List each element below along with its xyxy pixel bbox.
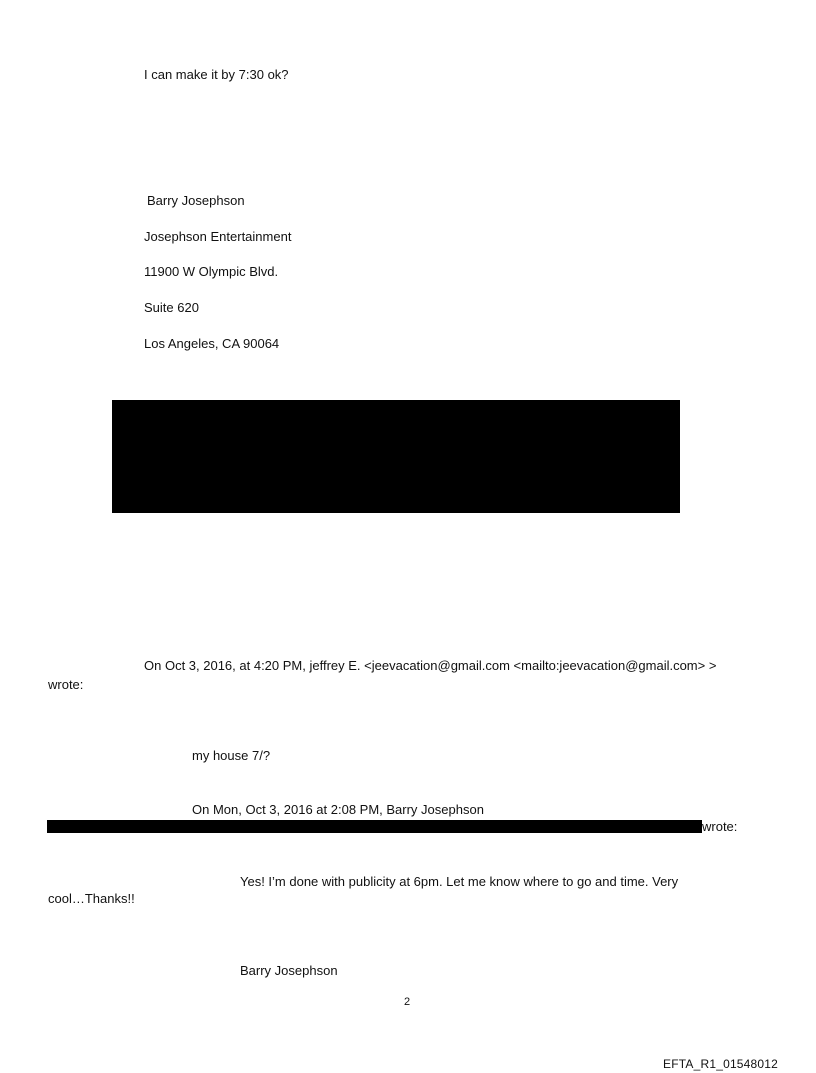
signature-address-line-2: Suite 620	[144, 300, 199, 315]
document-id: EFTA_R1_01548012	[663, 1057, 779, 1071]
quoted-body-continuation: cool…Thanks!!	[48, 891, 135, 906]
signature-company: Josephson Entertainment	[144, 229, 292, 244]
quoted-body: Yes! I’m done with publicity at 6pm. Let me know where to go and time. Very	[240, 874, 679, 889]
signature-address-line-1: 11900 W Olympic Blvd.	[144, 264, 279, 279]
reply-text: I can make it by 7:30 ok?	[144, 67, 289, 82]
page-number: 2	[404, 996, 411, 1008]
quoted-header: On Oct 3, 2016, at 4:20 PM, jeffrey E. <jeevacation@gmail.com <mailto:jeevacation@gmail.com> >	[144, 658, 717, 673]
signature-name: Barry Josephson	[147, 193, 245, 208]
quoted-header-continuation: wrote:	[48, 677, 84, 692]
quoted-header-tail: wrote:	[702, 819, 738, 834]
redaction-bar	[47, 820, 702, 833]
quoted-signature-name: Barry Josephson	[240, 963, 338, 978]
quoted-header: On Mon, Oct 3, 2016 at 2:08 PM, Barry Josephson	[192, 802, 484, 817]
signature-city: Los Angeles, CA 90064	[144, 336, 280, 351]
redaction-block	[112, 400, 680, 513]
quoted-body: my house 7/?	[192, 748, 271, 763]
